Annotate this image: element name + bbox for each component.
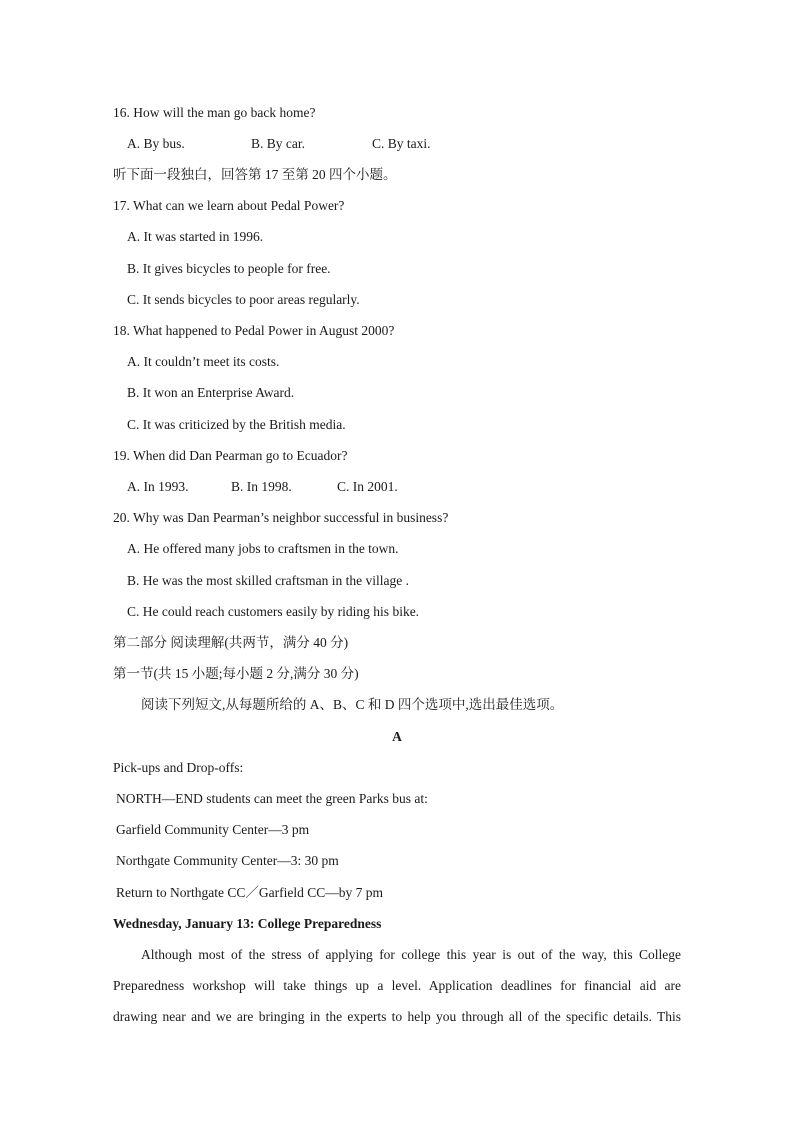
question-18-option-b: B. It won an Enterprise Award. bbox=[127, 385, 295, 400]
reading-instruction: 阅读下列短文,从每题所给的 A、B、C 和 D 四个选项中,选出最佳选项。 bbox=[141, 697, 564, 712]
question-18: 18. What happened to Pedal Power in August 2000? bbox=[113, 323, 395, 338]
question-17-option-a: A. It was started in 1996. bbox=[127, 229, 264, 244]
paragraph-line: Although most of the stress of applying for college this year is out of the way, this College bbox=[141, 947, 681, 962]
question-19: 19. When did Dan Pearman go to Ecuador? bbox=[113, 448, 348, 463]
question-20: 20. Why was Dan Pearman’s neighbor successful in business? bbox=[113, 510, 449, 525]
question-17-option-b: B. It gives bicycles to people for free. bbox=[127, 261, 331, 276]
event-title: Wednesday, January 13: College Preparedness bbox=[113, 916, 382, 931]
paragraph-line: drawing near and we are bringing in the experts to help you through all of the specific details. This bbox=[113, 1009, 681, 1024]
option-b: B. In 1998. bbox=[231, 479, 292, 494]
question-20-option-b: B. He was the most skilled craftsman in the village . bbox=[127, 573, 409, 588]
question-17: 17. What can we learn about Pedal Power? bbox=[113, 198, 345, 213]
question-18-option-a: A. It couldn’t meet its costs. bbox=[127, 354, 280, 369]
option-a: A. By bus. bbox=[127, 136, 185, 151]
pickups-line: Northgate Community Center—3: 30 pm bbox=[116, 853, 339, 868]
question-16: 16. How will the man go back home? bbox=[113, 105, 316, 120]
pickups-line: Garfield Community Center—3 pm bbox=[116, 822, 310, 837]
question-18-option-c: C. It was criticized by the British media. bbox=[127, 417, 346, 432]
option-c: C. By taxi. bbox=[372, 136, 431, 151]
passage-letter: A bbox=[392, 729, 402, 744]
question-17-option-c: C. It sends bicycles to poor areas regularly. bbox=[127, 292, 360, 307]
option-c: C. In 2001. bbox=[337, 479, 398, 494]
pickups-title: Pick-ups and Drop-offs: bbox=[113, 760, 244, 775]
option-b: B. By car. bbox=[251, 136, 305, 151]
part-two-heading: 第二部分 阅读理解(共两节，满分 40 分) bbox=[113, 635, 349, 650]
pickups-line: Return to Northgate CC／Garfield CC—by 7 pm bbox=[116, 885, 383, 900]
section-instruction: 听下面一段独白，回答第 17 至第 20 四个小题。 bbox=[113, 167, 397, 182]
question-20-option-a: A. He offered many jobs to craftsmen in the town. bbox=[127, 541, 399, 556]
option-a: A. In 1993. bbox=[127, 479, 189, 494]
section-one-heading: 第一节(共 15 小题;每小题 2 分,满分 30 分) bbox=[113, 666, 359, 681]
question-20-option-c: C. He could reach customers easily by riding his bike. bbox=[127, 604, 420, 619]
paragraph-line: Preparedness workshop will take things up a level. Application deadlines for financial aid are bbox=[113, 978, 681, 993]
pickups-line: NORTH—END students can meet the green Parks bus at: bbox=[116, 791, 428, 806]
